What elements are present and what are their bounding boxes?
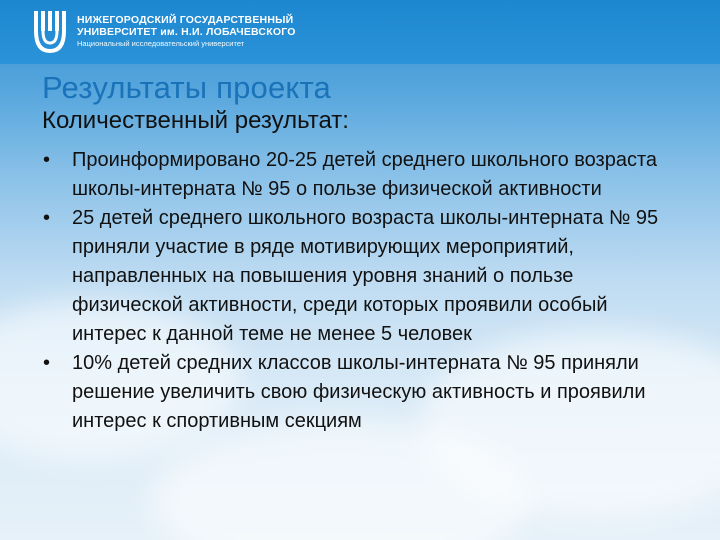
- university-logo-icon: [33, 9, 67, 55]
- bullet-text: 10% детей средних классов школы-интерната № 95 приняли решение увеличить свою физическую активность и проявили интерес к спортивным секциям: [72, 352, 646, 432]
- university-name-line2: УНИВЕРСИТЕТ им. Н.И. ЛОБАЧЕВСКОГО: [77, 26, 296, 38]
- bullet-dot: •: [43, 207, 51, 229]
- university-name-line1: НИЖЕГОРОДСКИЙ ГОСУДАРСТВЕННЫЙ: [77, 14, 294, 26]
- bullet-item: [42, 349, 682, 436]
- bullet-text: 25 детей среднего школьного возраста школы-интерната № 95 приняли участие в ряде мотивирующих мероприятий, направленных на повышения уровня знаний о пользе физической активности, среди которых проявили особый интерес к данной теме не менее 5 человек: [72, 207, 659, 345]
- header-bar: [0, 0, 720, 64]
- slide-title: Результаты проекта: [42, 70, 331, 105]
- bullet-list: [42, 146, 682, 436]
- bullet-dot: •: [43, 149, 51, 171]
- bullet-item: [42, 204, 682, 349]
- university-tagline: Национальный исследовательский университет: [77, 39, 245, 48]
- university-name: [77, 14, 296, 49]
- bullet-item: [42, 146, 682, 204]
- bullet-text: Проинформировано 20-25 детей среднего школьного возраста школы-интерната № 95 о пользе физической активности: [72, 149, 658, 200]
- bullet-dot: •: [43, 352, 51, 374]
- slide-subtitle: Количественный результат:: [42, 107, 349, 134]
